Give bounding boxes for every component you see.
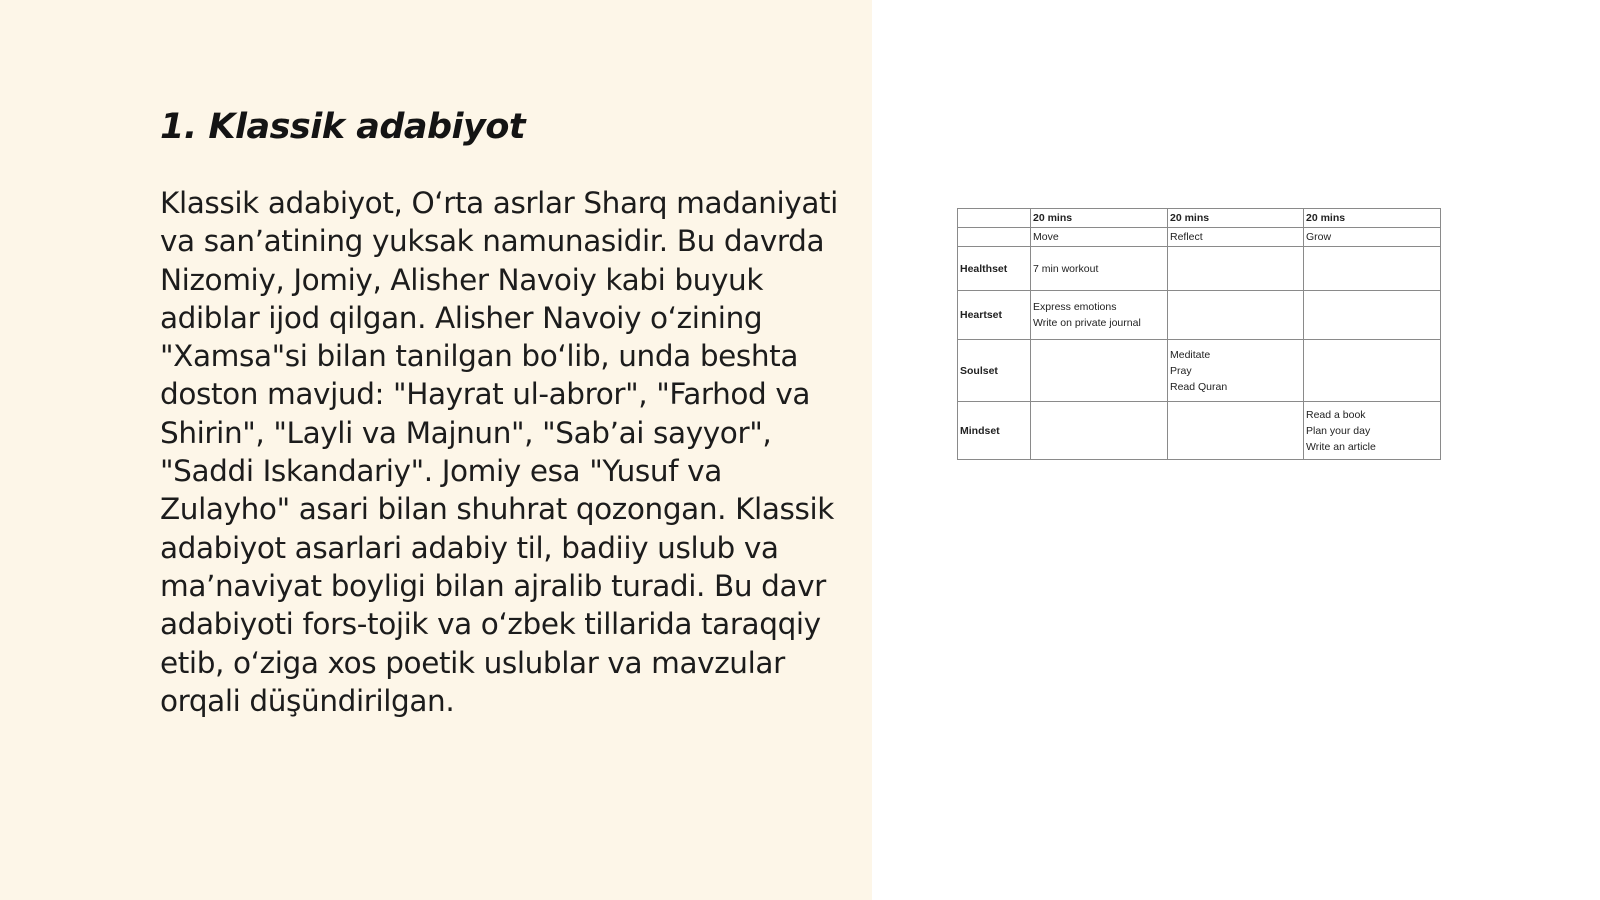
- table-corner-cell: [958, 228, 1031, 247]
- cell-mindset-reflect: [1168, 402, 1304, 460]
- cell-line: Read a book: [1306, 408, 1366, 421]
- cell-line: Express emotions: [1033, 301, 1117, 313]
- table-row-healthset: [958, 247, 1441, 291]
- cell-line: Write an article: [1306, 440, 1376, 453]
- activity-header-reflect: Reflect: [1168, 228, 1304, 247]
- cell-mindset-move: [1031, 402, 1168, 460]
- table-row-durations: [958, 209, 1441, 228]
- table-row-mindset: [958, 402, 1441, 460]
- schedule-table: [957, 208, 1441, 460]
- cell-heartset-move: [1031, 291, 1168, 340]
- row-label-heartset: Heartset: [958, 291, 1031, 340]
- row-label-healthset: Healthset: [958, 247, 1031, 291]
- cell-soulset-move: [1031, 340, 1168, 402]
- cell-healthset-grow: [1304, 247, 1441, 291]
- cell-healthset-move: [1031, 247, 1168, 291]
- table-row-soulset: [958, 340, 1441, 402]
- table-row-activities: [958, 228, 1441, 247]
- cell-mindset-grow: [1304, 402, 1441, 460]
- cell-line: Meditate: [1170, 348, 1211, 361]
- slide-body-text: Klassik adabiyot, O‘rta asrlar Sharq madaniyati va san’atining yuksak namunasidir. Bu davrda Nizomiy, Jomiy, Alisher Navoiy kabi buyuk adiblar ijod qilgan. Alisher Navoiy o‘zining "Xamsa"si bilan tanilgan bo‘lib, unda beshta doston mavjud: "Hayrat ul-abror", "Farhod va Shirin", "Layli va Majnun", "Sab’ai sayyor", "Saddi Iskandariy". Jomiy esa "Yusuf va Zulayho" asari bilan shuhrat qozongan. Klassik adabiyot asarlari adabiy til, badiiy uslub va ma’naviyat boyligi bilan ajralib turadi. Bu davr adabiyoti fors-tojik va o‘zbek tillarida taraqqiy etib, o‘ziga xos poetik uslublar va mavzular orqali düşündirilgan.: [160, 186, 838, 718]
- cell-line: Read Quran: [1170, 380, 1228, 393]
- slide-title: 1. Klassik adabiyot: [160, 107, 526, 147]
- activity-header-grow: Grow: [1304, 228, 1441, 247]
- row-label-mindset: Mindset: [958, 402, 1031, 460]
- activity-header-move: Move: [1031, 228, 1168, 247]
- cell-soulset-reflect: [1168, 340, 1304, 402]
- duration-cell-move: 20 mins: [1031, 209, 1168, 228]
- table-corner-cell: [958, 209, 1031, 228]
- table-row-heartset: [958, 291, 1441, 340]
- cell-line: Pray: [1170, 364, 1192, 377]
- cell-heartset-reflect: [1168, 291, 1304, 340]
- cell-line: 7 min workout: [1033, 262, 1099, 275]
- row-label-soulset: Soulset: [958, 340, 1031, 402]
- cell-healthset-reflect: [1168, 247, 1304, 291]
- cell-heartset-grow: [1304, 291, 1441, 340]
- cell-line: Write on private journal: [1033, 317, 1141, 329]
- cell-soulset-grow: [1304, 340, 1441, 402]
- duration-cell-reflect: 20 mins: [1168, 209, 1304, 228]
- cell-line: Plan your day: [1306, 424, 1371, 437]
- duration-cell-grow: 20 mins: [1304, 209, 1441, 228]
